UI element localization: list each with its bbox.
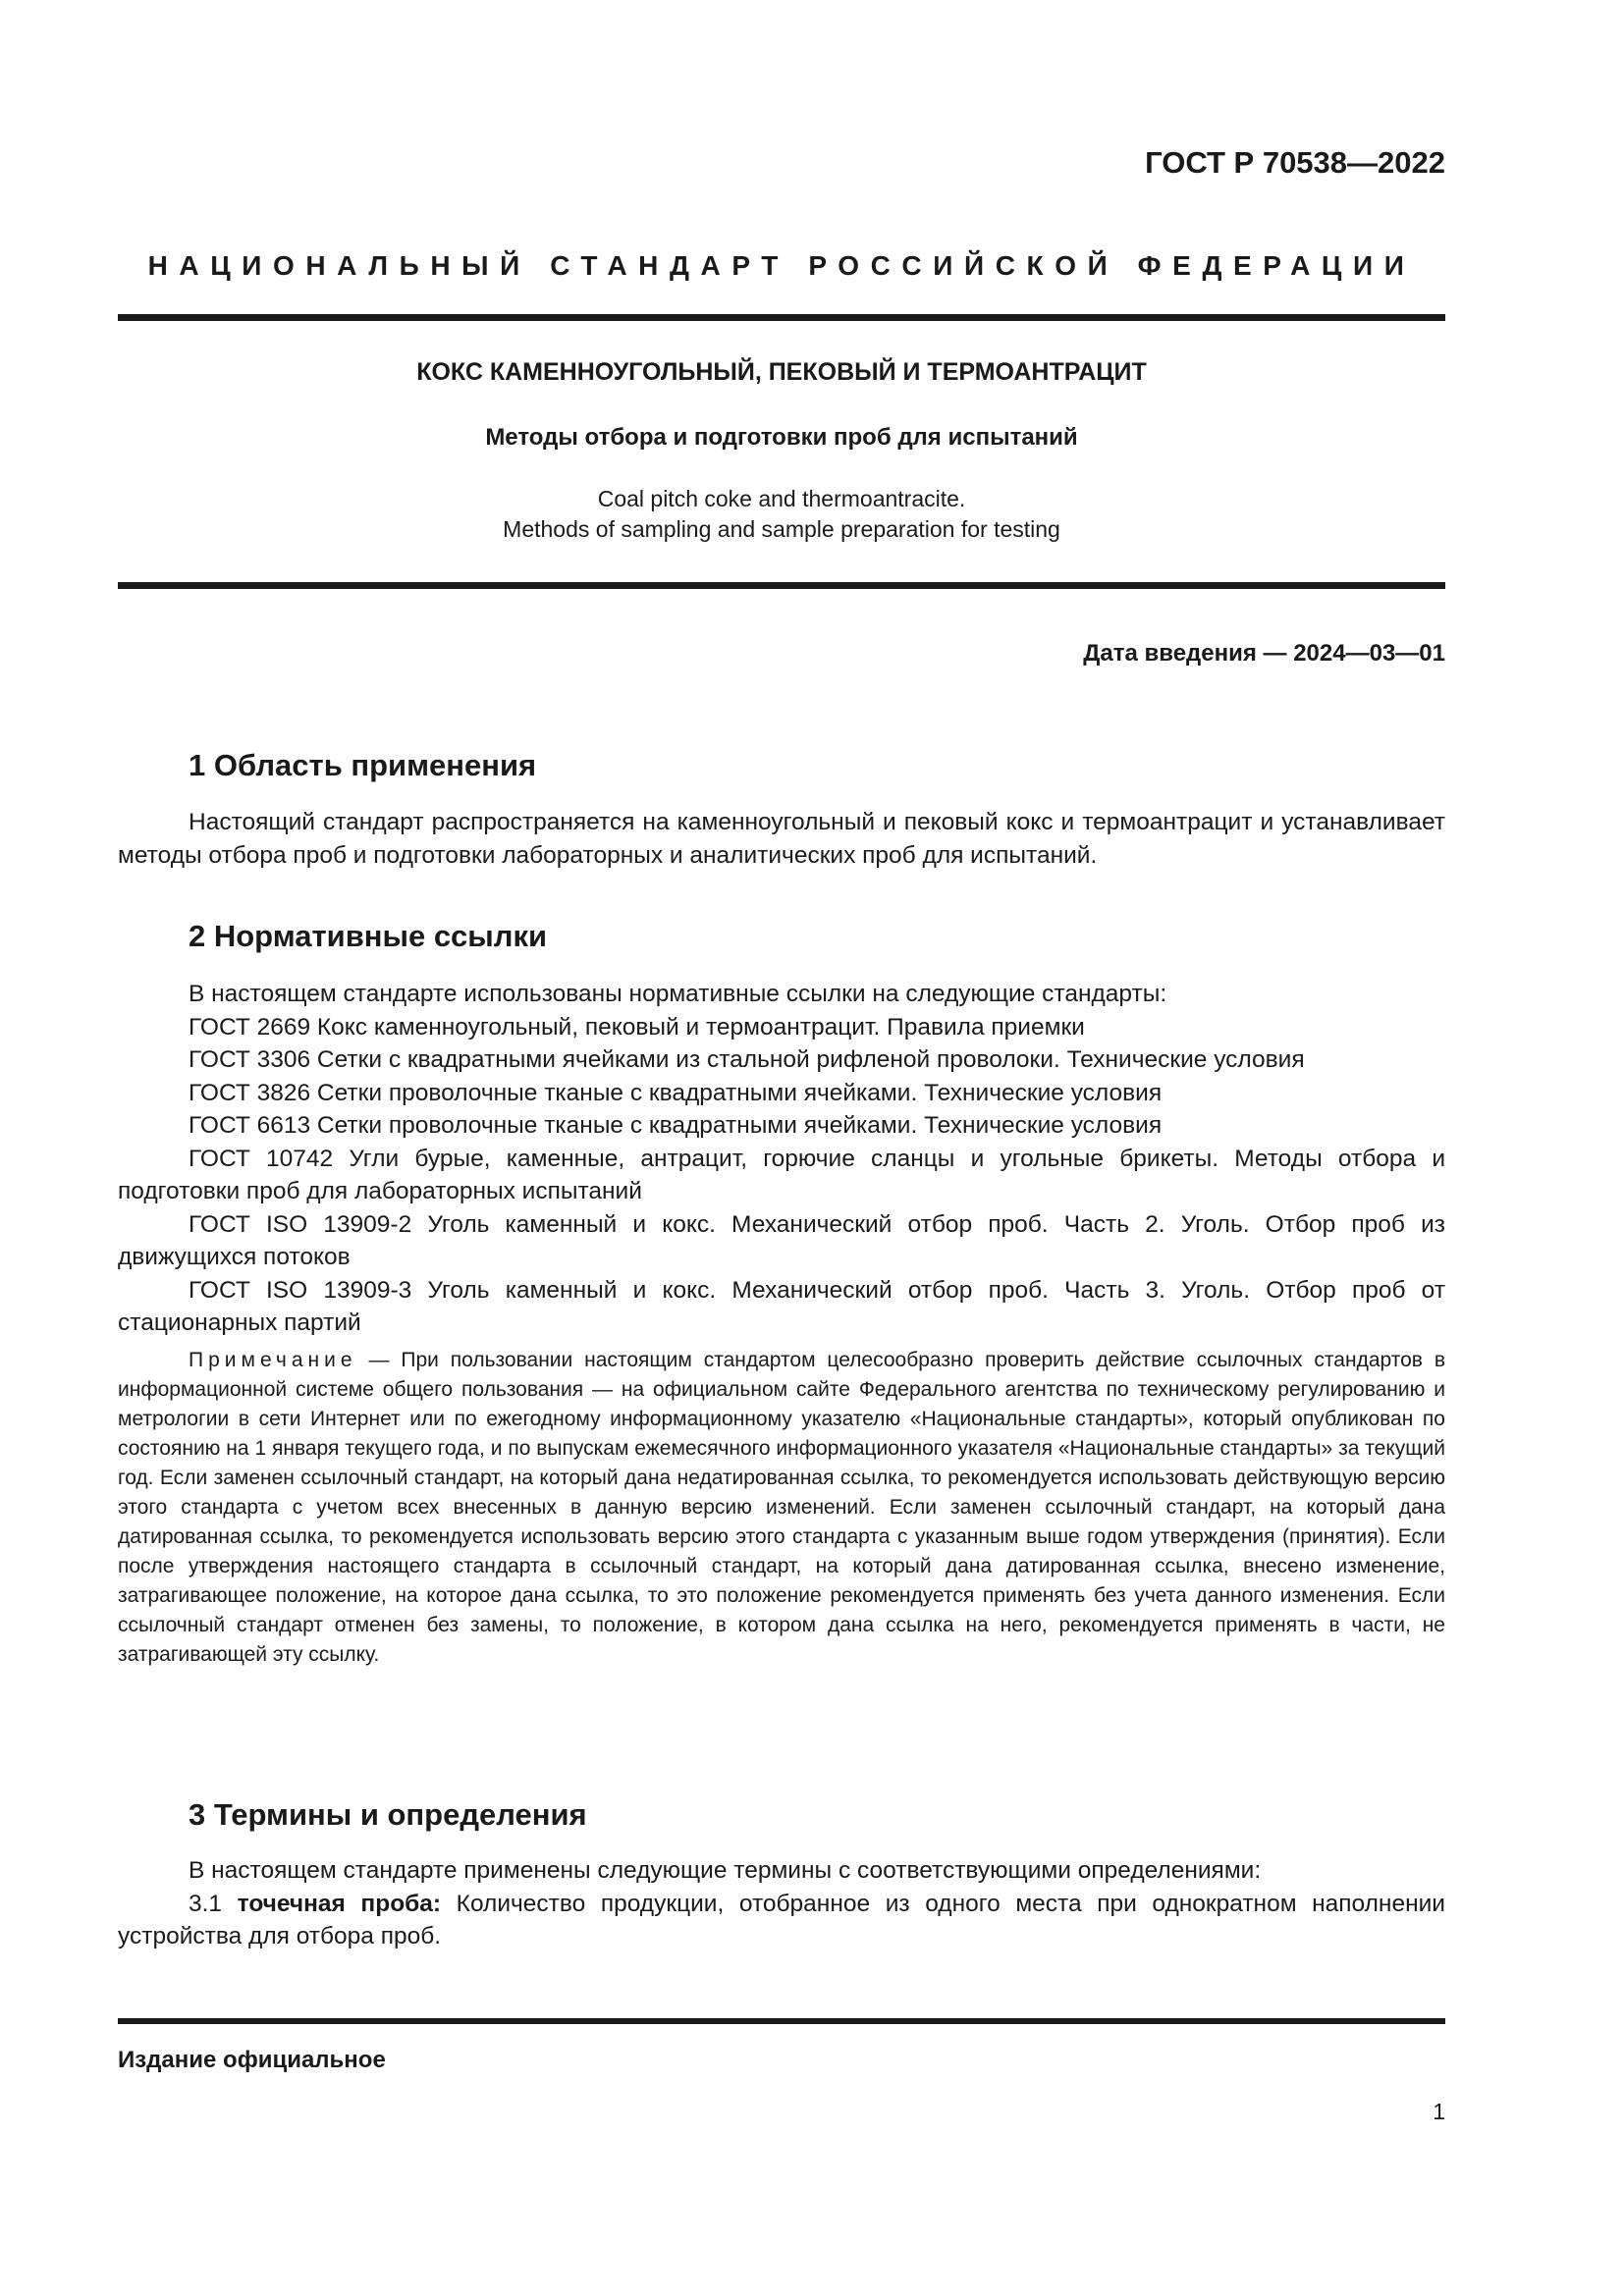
note-label: Примечание: [189, 1348, 357, 1371]
section-scope: [118, 746, 1445, 872]
document-title: КОКС КАМЕННОУГОЛЬНЫЙ, ПЕКОВЫЙ И ТЕРМОАНТРАЦИТ: [416, 358, 1147, 386]
footer-divider: [118, 2018, 1445, 2024]
header-divider: [118, 314, 1445, 321]
national-standard-banner: НАЦИОНАЛЬНЫЙ СТАНДАРТ РОССИЙСКОЙ ФЕДЕРАЦИИ: [147, 250, 1416, 281]
reference-item: ГОСТ 2669 Кокс каменноугольный, пековый и термоантрацит. Правила приемки: [189, 1013, 1085, 1041]
document-page: [118, 0, 1445, 2296]
term-definition: [118, 1888, 1445, 1953]
page-number: 1: [1433, 2099, 1445, 2124]
reference-item: ГОСТ 6613 Сетки проволочные тканые с квадратными ячейками. Технические условия: [189, 1112, 1163, 1139]
english-title-line-1: Coal pitch coke and thermoantracite.: [597, 486, 966, 511]
section-heading: 2 Нормативные ссылки: [189, 919, 548, 953]
note-text: — При пользовании настоящим стандартом целесообразно проверить действие ссылочных стандартов в информационной системе общего пользования — на официальном сайте Федерального агентства по техническому регулированию и метрологии в сети Интернет или по ежегодному информационному указателю «Национальные стандарты», который опубликован по состоянию на 1 января текущего года, и по выпускам ежемесячного информационного указателя «Национальные стандарты» за текущий год. Если заменен ссылочный стандарт, на который дана недатированная ссылка, то рекомендуется использовать действующую версию этого стандарта с учетом всех внесенных в данную версию изменений. Если заменен ссылочный стандарт, на который дана датированная ссылка, то рекомендуется использовать версию этого стандарта с указанным выше годом утверждения (принятия). Если после утверждения настоящего стандарта в ссылочный стандарт, на который дана датированная ссылка, внесено изменение, затрагивающее положение, на которое дана ссылка, то это положение рекомендуется применять без учета данного изменения. Если ссылочный стандарт отменен без замены, то положение, в котором дана ссылка на него, рекомендуется применять в части, не затрагивающей эту ссылку.: [118, 1348, 1445, 1666]
reference-item: ГОСТ ISO 13909-2 Уголь каменный и кокс. Механический отбор проб. Часть 2. Уголь. Отбор проб из движущихся потоков: [118, 1210, 1445, 1270]
reference-item: ГОСТ 3826 Сетки проволочные тканые с квадратными ячейками. Технические условия: [189, 1079, 1163, 1106]
edition-label: Издание официальное: [118, 2047, 386, 2073]
section-heading: 3 Термины и определения: [189, 1797, 587, 1832]
standard-number: ГОСТ Р 70538—2022: [1145, 145, 1445, 180]
definition: Количество продукции, отобранное из одного места при однократном наполнении устройства для отбора проб.: [118, 1890, 1445, 1949]
section-heading: 1 Область применения: [189, 748, 537, 782]
paragraph: Настоящий стандарт распространяется на каменноугольный и пековый кокс и термоантрацит и устанавливает методы отбора проб и подготовки лабораторных и аналитических проб для испытаний.: [118, 809, 1445, 869]
reference-item: ГОСТ 3306 Сетки с квадратными ячейками из стальной рифленой проволоки. Технические условия: [189, 1046, 1305, 1073]
introduction-date: Дата введения — 2024—03—01: [1083, 640, 1445, 667]
section-normative-references: [118, 917, 1445, 1670]
english-title-line-2: Methods of sampling and sample preparation for testing: [503, 516, 1060, 542]
section-terms: [118, 1795, 1445, 1953]
term: точечная проба:: [237, 1890, 442, 1917]
english-title: [118, 484, 1445, 545]
term-number: 3.1: [189, 1890, 238, 1917]
title-divider: [118, 582, 1445, 589]
reference-item: ГОСТ 10742 Угли бурые, каменные, антрацит, горючие сланцы и угольные брикеты. Методы отбора и подготовки проб для лабораторных испытаний: [118, 1145, 1445, 1204]
reference-item: ГОСТ ISO 13909-3 Уголь каменный и кокс. Механический отбор проб. Часть 3. Уголь. Отбор проб от стационарных партий: [118, 1276, 1445, 1336]
paragraph: В настоящем стандарте использованы нормативные ссылки на следующие стандарты:: [189, 981, 1167, 1007]
paragraph: В настоящем стандарте применены следующие термины с соответствующими определениями:: [189, 1857, 1262, 1884]
note: [118, 1346, 1445, 1670]
document-subtitle: Методы отбора и подготовки проб для испытаний: [485, 424, 1078, 451]
